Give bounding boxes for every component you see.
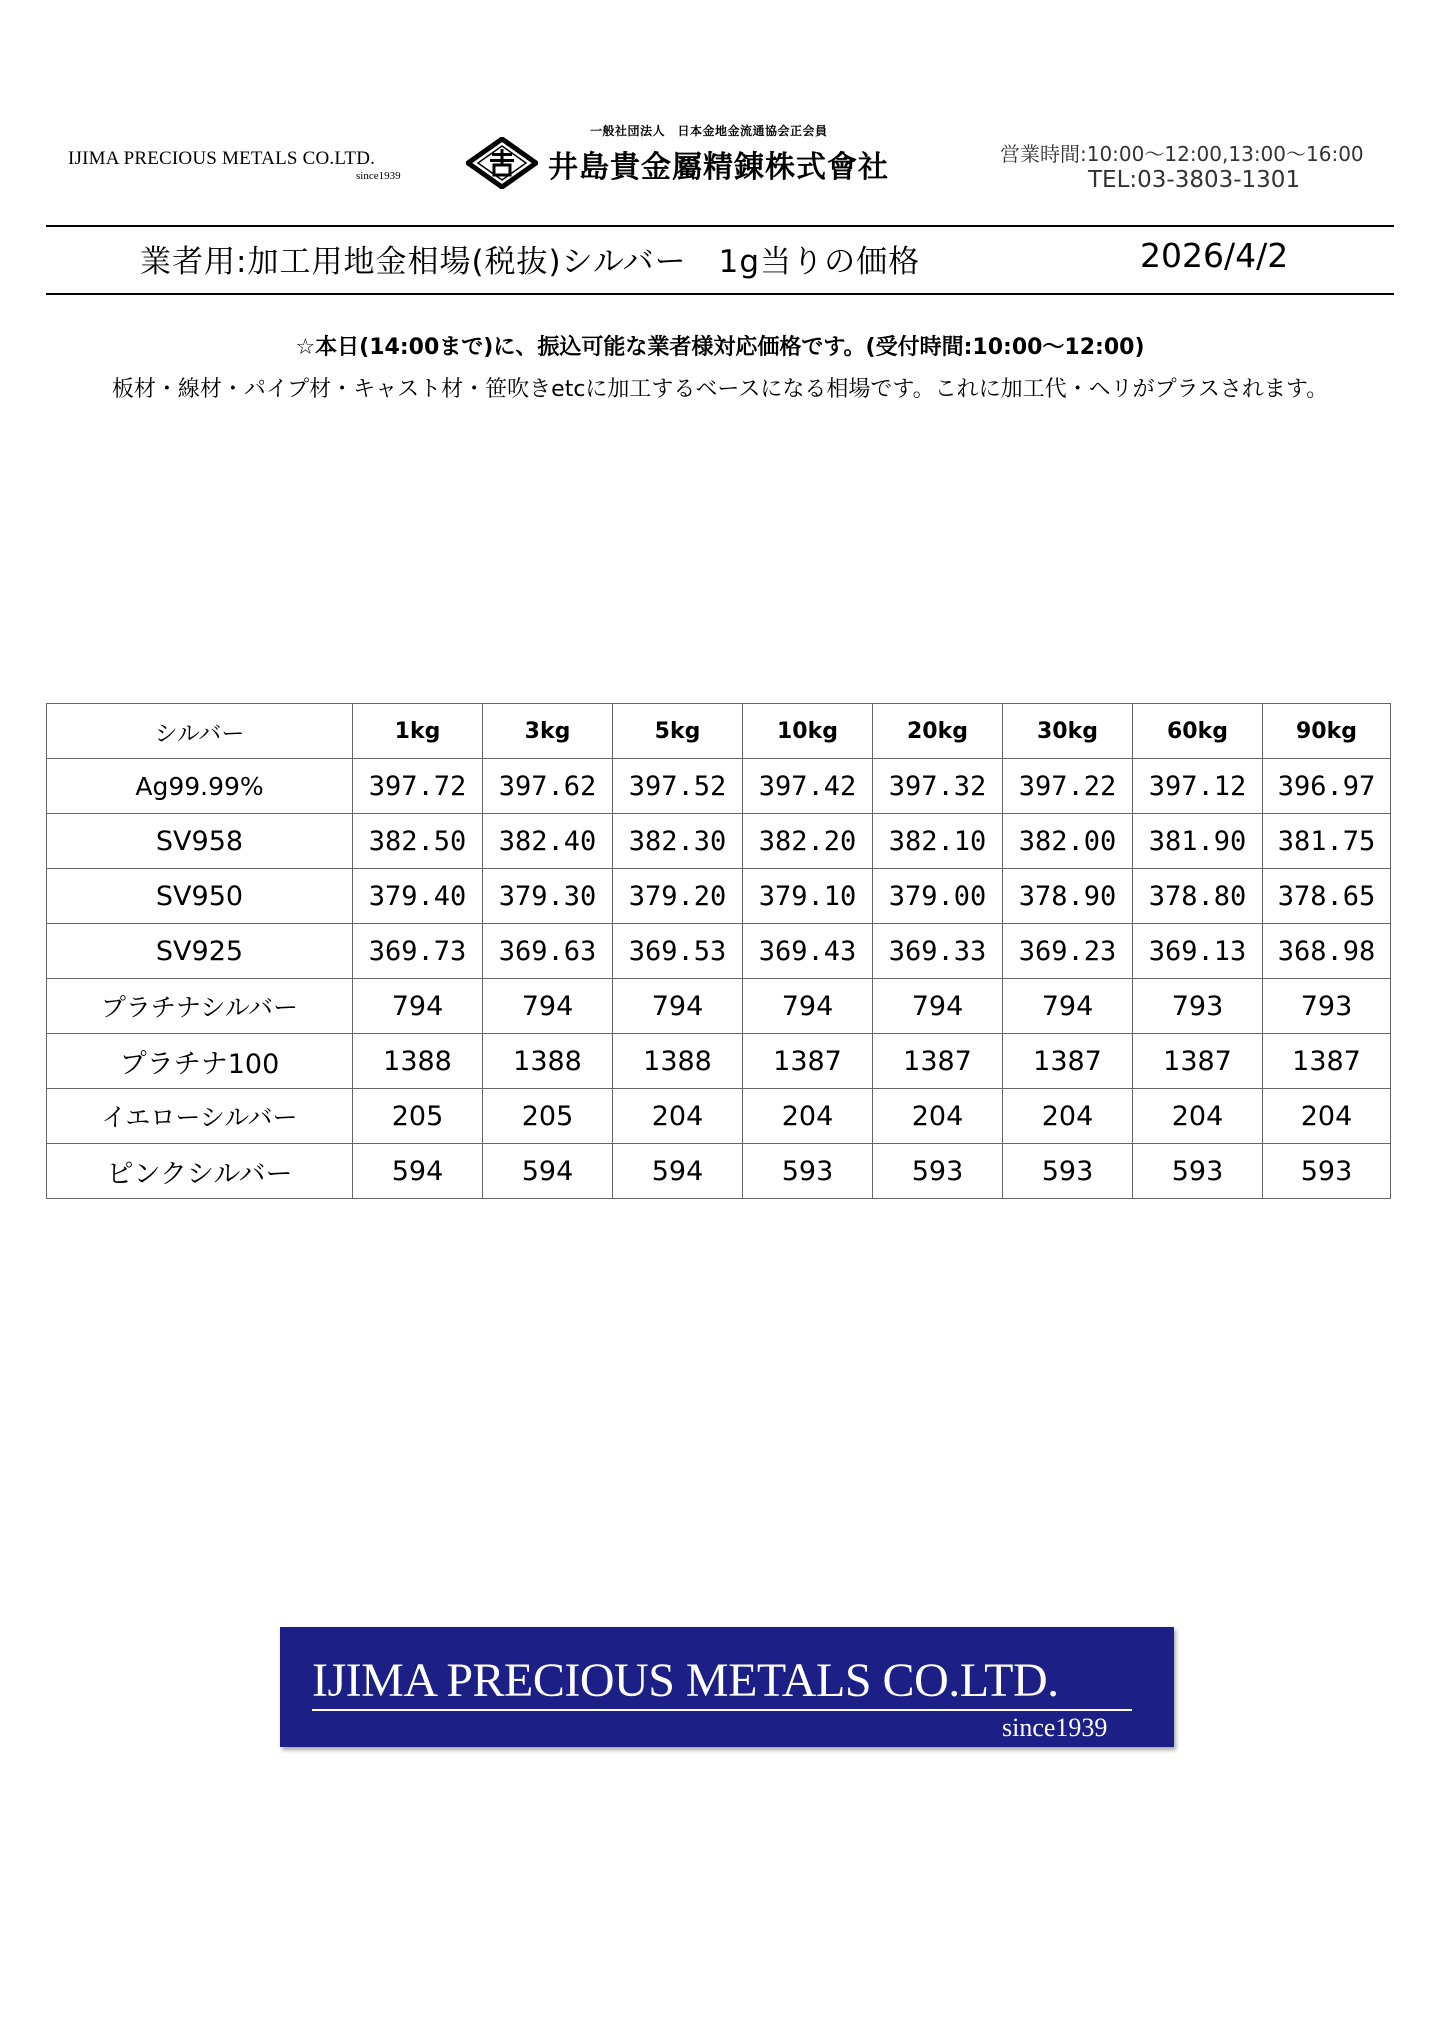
banner-company-name: IJIMA PRECIOUS METALS CO.LTD.	[312, 1654, 1059, 1707]
price-cell: 793	[1263, 979, 1391, 1034]
price-cell: 204	[1263, 1089, 1391, 1144]
price-cell: 1387	[1003, 1034, 1133, 1089]
telephone-number: TEL:03-3803-1301	[1088, 167, 1301, 193]
table-row	[47, 1144, 1391, 1199]
business-hours: 営業時間:10:00～12:00,13:00～16:00	[1000, 142, 1364, 166]
price-cell: 381.90	[1133, 814, 1263, 869]
row-label: Ag99.99%	[47, 759, 353, 814]
price-cell: 397.22	[1003, 759, 1133, 814]
row-label: SV958	[47, 814, 353, 869]
price-cell: 396.97	[1263, 759, 1391, 814]
row-label: プラチナ100	[47, 1034, 353, 1089]
notice-line-2: 板材・線材・パイプ材・キャスト材・笹吹きetcに加工するベースになる相場です。これに加工代・ヘリがプラスされます。	[111, 377, 1329, 402]
company-emblem-icon	[466, 137, 538, 189]
price-cell: 379.30	[483, 869, 613, 924]
title-bottom-rule	[46, 293, 1394, 295]
price-cell: 794	[613, 979, 743, 1034]
price-cell: 382.10	[873, 814, 1003, 869]
price-cell: 204	[1003, 1089, 1133, 1144]
price-cell: 1387	[743, 1034, 873, 1089]
row-label: イエローシルバー	[47, 1089, 353, 1144]
price-cell: 382.50	[353, 814, 483, 869]
table-row	[47, 979, 1391, 1034]
column-header: 20kg	[873, 704, 1003, 759]
banner-since: since1939	[1002, 1713, 1108, 1742]
price-cell: 1387	[1263, 1034, 1391, 1089]
table-row	[47, 1089, 1391, 1144]
price-cell: 397.52	[613, 759, 743, 814]
price-cell: 397.12	[1133, 759, 1263, 814]
price-cell: 378.90	[1003, 869, 1133, 924]
price-cell: 382.30	[613, 814, 743, 869]
row-label: SV925	[47, 924, 353, 979]
price-cell: 794	[873, 979, 1003, 1034]
price-cell: 368.98	[1263, 924, 1391, 979]
document-date: 2026/4/2	[1140, 236, 1289, 275]
price-cell: 593	[873, 1144, 1003, 1199]
price-cell: 1388	[483, 1034, 613, 1089]
price-cell: 369.33	[873, 924, 1003, 979]
price-cell: 794	[743, 979, 873, 1034]
column-header: 3kg	[483, 704, 613, 759]
price-cell: 369.23	[1003, 924, 1133, 979]
price-cell: 379.10	[743, 869, 873, 924]
table-row	[47, 924, 1391, 979]
company-name-en-text: IJIMA PRECIOUS METALS CO.LTD.	[68, 148, 376, 169]
price-cell: 378.65	[1263, 869, 1391, 924]
column-header: 30kg	[1003, 704, 1133, 759]
table-header-row	[47, 704, 1391, 759]
price-cell: 204	[1133, 1089, 1263, 1144]
price-cell: 397.62	[483, 759, 613, 814]
price-cell: 382.40	[483, 814, 613, 869]
table-row	[47, 759, 1391, 814]
price-cell: 205	[483, 1089, 613, 1144]
price-cell: 205	[353, 1089, 483, 1144]
price-cell: 594	[483, 1144, 613, 1199]
document-title	[46, 236, 1394, 282]
price-cell: 369.63	[483, 924, 613, 979]
title-top-rule	[46, 225, 1394, 227]
notice-line-1: ☆本日(14:00まで)に、振込可能な業者様対応価格です。(受付時間:10:00～12:00)	[295, 335, 1145, 360]
price-cell: 593	[743, 1144, 873, 1199]
price-cell: 382.00	[1003, 814, 1133, 869]
price-cell: 593	[1003, 1144, 1133, 1199]
price-cell: 1388	[353, 1034, 483, 1089]
price-cell: 204	[613, 1089, 743, 1144]
price-cell: 593	[1133, 1144, 1263, 1199]
table-row	[47, 869, 1391, 924]
company-banner	[280, 1627, 1174, 1747]
since-text: since1939	[356, 170, 401, 182]
association-membership: 一般社団法人 日本金地金流通協会正会員	[590, 124, 828, 138]
price-cell: 1387	[873, 1034, 1003, 1089]
price-cell: 793	[1133, 979, 1263, 1034]
company-name-en	[68, 148, 428, 182]
price-cell: 379.00	[873, 869, 1003, 924]
price-cell: 204	[743, 1089, 873, 1144]
table-body	[47, 759, 1391, 1199]
row-label: ピンクシルバー	[47, 1144, 353, 1199]
price-cell: 379.40	[353, 869, 483, 924]
price-cell: 369.73	[353, 924, 483, 979]
price-cell: 397.32	[873, 759, 1003, 814]
price-cell: 1388	[613, 1034, 743, 1089]
price-cell: 794	[353, 979, 483, 1034]
price-cell: 204	[873, 1089, 1003, 1144]
price-cell: 397.72	[353, 759, 483, 814]
table-row	[47, 1034, 1391, 1089]
price-cell: 379.20	[613, 869, 743, 924]
price-cell: 1387	[1133, 1034, 1263, 1089]
table-row	[47, 814, 1391, 869]
price-cell: 369.43	[743, 924, 873, 979]
document-title-text: 業者用:加工用地金相場(税抜)シルバー 1g当りの価格	[140, 244, 921, 280]
price-cell: 378.80	[1133, 869, 1263, 924]
column-header: 5kg	[613, 704, 743, 759]
column-header: 1kg	[353, 704, 483, 759]
row-label: プラチナシルバー	[47, 979, 353, 1034]
price-table	[46, 703, 1391, 1199]
banner-underline	[312, 1709, 1132, 1711]
company-name-jp: 井島貴金屬精錬株式會社	[548, 150, 889, 185]
price-cell: 381.75	[1263, 814, 1391, 869]
price-cell: 794	[483, 979, 613, 1034]
price-cell: 397.42	[743, 759, 873, 814]
price-cell: 594	[613, 1144, 743, 1199]
column-header: 60kg	[1133, 704, 1263, 759]
price-cell: 369.53	[613, 924, 743, 979]
price-cell: 593	[1263, 1144, 1391, 1199]
column-header: 10kg	[743, 704, 873, 759]
table-corner-header: シルバー	[47, 704, 353, 759]
row-label: SV950	[47, 869, 353, 924]
price-cell: 594	[353, 1144, 483, 1199]
column-header: 90kg	[1263, 704, 1391, 759]
price-cell: 382.20	[743, 814, 873, 869]
price-cell: 794	[1003, 979, 1133, 1034]
price-cell: 369.13	[1133, 924, 1263, 979]
